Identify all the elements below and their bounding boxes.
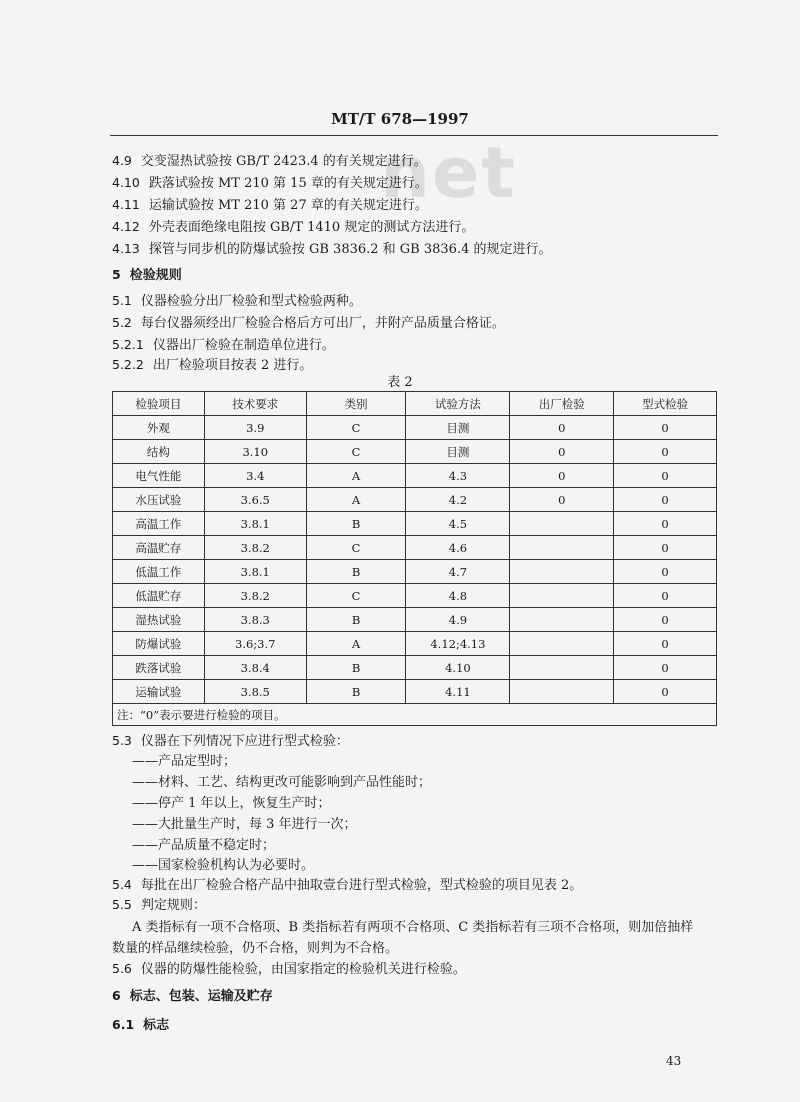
table-cell: 低温工作 <box>113 560 205 584</box>
table-cell: C <box>306 536 406 560</box>
table-cell <box>510 632 614 656</box>
table-cell: 3.8.4 <box>204 656 306 680</box>
watermark: net <box>380 132 517 214</box>
clause-4-12: 4.12 外壳表面绝缘电阻按 GB/T 1410 规定的测试方法进行。 <box>112 219 475 235</box>
table-cell: 目测 <box>406 440 510 464</box>
table-row <box>113 440 717 464</box>
table-cell: 结构 <box>113 440 205 464</box>
table-cell: 0 <box>614 560 717 584</box>
header-rule <box>110 135 718 136</box>
table-row <box>113 512 717 536</box>
dash-item: ——产品定型时； <box>132 754 237 769</box>
clause-5-5: 5.5 判定规则： <box>112 897 206 913</box>
table-note-row <box>113 704 717 726</box>
table-cell: 4.9 <box>406 608 510 632</box>
table-cell: 4.6 <box>406 536 510 560</box>
table-cell <box>510 512 614 536</box>
table-cell: 4.2 <box>406 488 510 512</box>
table-cell: 3.6;3.7 <box>204 632 306 656</box>
table-cell: 0 <box>614 584 717 608</box>
table-cell: B <box>306 512 406 536</box>
table-cell: B <box>306 680 406 704</box>
table-cell <box>510 656 614 680</box>
table-cell: 0 <box>510 488 614 512</box>
table-cell: 0 <box>614 632 717 656</box>
table-cell: C <box>306 584 406 608</box>
dash-item: ——产品质量不稳定时； <box>132 838 276 853</box>
table-row <box>113 608 717 632</box>
table-cell: 0 <box>510 464 614 488</box>
table-cell: A <box>306 464 406 488</box>
table-cell: A <box>306 488 406 512</box>
table-row <box>113 656 717 680</box>
header-cell: 类别 <box>306 392 406 416</box>
clause-5-4: 5.4 每批在出厂检验合格产品中抽取壹台进行型式检验，型式检验的项目见表 2。 <box>112 877 583 893</box>
dash-item: ——大批量生产时，每 3 年进行一次； <box>132 817 357 832</box>
table-cell: A <box>306 632 406 656</box>
table-cell <box>510 680 614 704</box>
table-cell <box>510 536 614 560</box>
table-cell: B <box>306 656 406 680</box>
table-row <box>113 632 717 656</box>
table-cell: 电气性能 <box>113 464 205 488</box>
table-row <box>113 584 717 608</box>
table-cell: 3.4 <box>204 464 306 488</box>
clause-5-6: 5.6 仪器的防爆性能检验，由国家指定的检验机关进行检验。 <box>112 961 466 977</box>
header-cell: 技术要求 <box>204 392 306 416</box>
clause-4-10: 4.10 跌落试验按 MT 210 第 15 章的有关规定进行。 <box>112 175 428 191</box>
table-cell: 3.8.1 <box>204 560 306 584</box>
clause-5-5-para-line2: 数量的样品继续检验，仍不合格，则判为不合格。 <box>112 941 399 956</box>
page-header: MT/T 678—1997 <box>331 110 469 128</box>
section-6-heading: 6 标志、包装、运输及贮存 <box>112 988 273 1004</box>
table-cell: C <box>306 416 406 440</box>
table-caption: 表 2 <box>387 375 413 390</box>
table-cell: 3.9 <box>204 416 306 440</box>
table-cell: 高温贮存 <box>113 536 205 560</box>
clause-4-11: 4.11 运输试验按 MT 210 第 27 章的有关规定进行。 <box>112 197 428 213</box>
table-cell: 3.8.1 <box>204 512 306 536</box>
table-cell: 0 <box>614 416 717 440</box>
header-cell: 检验项目 <box>113 392 205 416</box>
table-note: 注：“0”表示要进行检验的项目。 <box>113 704 717 726</box>
table-cell: 低温贮存 <box>113 584 205 608</box>
page-number: 43 <box>666 1054 682 1068</box>
table-row <box>113 680 717 704</box>
clause-4-13: 4.13 探管与同步机的防爆试验按 GB 3836.2 和 GB 3836.4 的规定进行。 <box>112 241 552 257</box>
table-cell: 防爆试验 <box>113 632 205 656</box>
table-cell: B <box>306 608 406 632</box>
table-cell: 4.7 <box>406 560 510 584</box>
table-cell: 目测 <box>406 416 510 440</box>
table-row <box>113 536 717 560</box>
table-cell: 0 <box>614 656 717 680</box>
clause-5-2: 5.2 每台仪器须经出厂检验合格后方可出厂，并附产品质量合格证。 <box>112 315 505 331</box>
header-cell: 出厂检验 <box>510 392 614 416</box>
table-cell <box>510 608 614 632</box>
clause-5-2-1: 5.2.1 仪器出厂检验在制造单位进行。 <box>112 337 335 353</box>
table-cell: 3.6.5 <box>204 488 306 512</box>
clause-5-5-para-line1: A 类指标有一项不合格项、B 类指标若有两项不合格项、C 类指标若有三项不合格项，则加倍抽样 <box>132 920 694 935</box>
table-cell: 0 <box>614 536 717 560</box>
clause-5-2-2: 5.2.2 出厂检验项目按表 2 进行。 <box>112 357 313 373</box>
table-cell: 4.8 <box>406 584 510 608</box>
table-cell: 0 <box>614 464 717 488</box>
table-cell: 4.5 <box>406 512 510 536</box>
table-cell: 0 <box>614 440 717 464</box>
table-cell: 4.10 <box>406 656 510 680</box>
table-cell: 0 <box>510 440 614 464</box>
table-cell <box>510 584 614 608</box>
table-cell: 4.3 <box>406 464 510 488</box>
table-cell: 3.8.3 <box>204 608 306 632</box>
table-cell: 0 <box>614 680 717 704</box>
table-cell: C <box>306 440 406 464</box>
table-row <box>113 560 717 584</box>
clause-5-3: 5.3 仪器在下列情况下应进行型式检验： <box>112 733 349 749</box>
section-5-heading: 5 检验规则 <box>112 267 182 283</box>
table-header-row <box>113 392 717 416</box>
header-cell: 试验方法 <box>406 392 510 416</box>
table-cell: 3.8.5 <box>204 680 306 704</box>
table-cell: B <box>306 560 406 584</box>
table-cell: 3.8.2 <box>204 584 306 608</box>
table-row <box>113 488 717 512</box>
table-cell: 0 <box>510 416 614 440</box>
table-cell: 0 <box>614 512 717 536</box>
table-cell: 湿热试验 <box>113 608 205 632</box>
table-cell: 0 <box>614 488 717 512</box>
section-6-1-heading: 6.1 标志 <box>112 1017 170 1033</box>
table-cell: 0 <box>614 608 717 632</box>
table-cell: 外观 <box>113 416 205 440</box>
table-cell: 3.8.2 <box>204 536 306 560</box>
dash-item: ——国家检验机构认为必要时。 <box>132 858 315 873</box>
table-cell: 运输试验 <box>113 680 205 704</box>
dash-item: ——停产 1 年以上，恢复生产时； <box>132 796 331 811</box>
table-row <box>113 464 717 488</box>
table-cell: 跌落试验 <box>113 656 205 680</box>
table-cell: 3.10 <box>204 440 306 464</box>
table-row <box>113 416 717 440</box>
table-cell: 水压试验 <box>113 488 205 512</box>
table-cell: 高温工作 <box>113 512 205 536</box>
dash-item: ——材料、工艺、结构更改可能影响到产品性能时； <box>132 775 432 790</box>
clause-4-9: 4.9 交变湿热试验按 GB/T 2423.4 的有关规定进行。 <box>112 153 427 169</box>
inspection-table <box>112 391 717 726</box>
clause-5-1: 5.1 仪器检验分出厂检验和型式检验两种。 <box>112 293 362 309</box>
header-cell: 型式检验 <box>614 392 717 416</box>
table-cell: 4.12;4.13 <box>406 632 510 656</box>
table-cell: 4.11 <box>406 680 510 704</box>
table-cell <box>510 560 614 584</box>
